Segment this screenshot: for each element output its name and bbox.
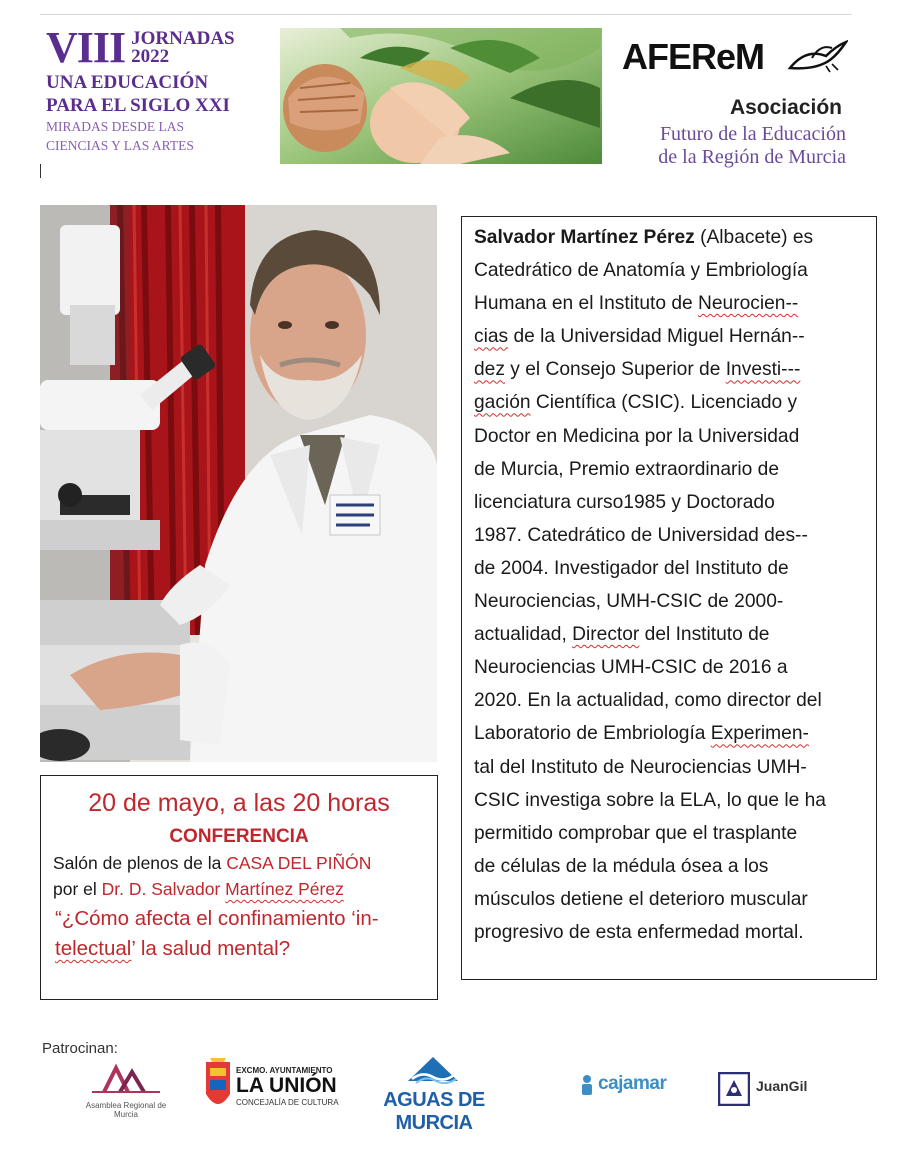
bio-line [474,519,870,552]
banner-illustration [280,28,602,164]
conference-panel [40,775,438,1000]
bio-text-span: Neurociencias, UMH-CSIC de 2000- [474,591,784,613]
jornadas-word: JORNADAS [131,28,235,49]
bio-text-span: Doctor en Medicina por la Universidad [474,425,800,447]
cajamar-icon [578,1074,596,1096]
bio-line [474,552,870,585]
biography-panel [461,216,877,980]
bio-line [474,751,870,784]
conference-date: 20 de mayo, a las 20 horas [88,789,390,817]
bio-text-span: permitido comprobar que el trasplante [474,822,798,844]
asamblea-text: Asamblea Regional de Murcia [85,1101,167,1119]
la-union-top: EXCMO. AYUNTAMIENTO [236,1066,333,1075]
bio-line [474,287,870,320]
speaker-name: Salvador Martínez Pérez [474,227,695,248]
juangil-text: JuanGil [756,1078,808,1094]
bio-line [474,883,870,916]
cajamar-text: cajamar [598,1073,667,1094]
bio-line [474,320,870,353]
bio-text-span: Catedrático de Anatomía y Embriología [474,260,808,282]
bio-line [474,916,870,949]
bio-line [474,353,870,386]
conference-question [41,904,437,964]
sponsors-label: Patrocinan: [42,1040,118,1057]
speaker-title: Dr. D. Salvador [101,879,226,899]
biography-text [474,221,870,949]
association-name-line2: de la Región de Murcia [658,146,846,168]
aguas-de-murcia-logo [350,1055,518,1134]
bio-text-span: Neurociencias UMH-CSIC de 2016 a [474,657,788,679]
bio-text-span: y el Consejo Superior de [504,359,726,381]
afere-logo-text: AFEReM [622,36,765,77]
bio-line [474,254,870,287]
bio-text-span: actualidad, [474,624,573,646]
afere-logo [622,34,852,80]
bio-text-span: 2020. En la actualidad, como director del [474,690,822,712]
bio-text-span: progresivo de esta enfermedad mortal. [474,921,804,943]
bio-flagged-word: Investi--- [725,359,801,381]
association-label: Asociación [729,96,842,119]
bio-text-span: Laboratorio de Embriología [474,723,711,745]
jornadas-label [131,26,234,66]
la-union-name: LA UNIÓN [236,1074,337,1097]
bio-text-span: del Instituto de [639,624,770,646]
venue-prefix: Salón de plenos de la [53,853,227,873]
bio-text-span: (Albacete) es [700,227,814,248]
bio-line [474,221,870,254]
bio-text-span: Humana en el Instituto de [474,293,698,315]
bio-line [474,684,870,717]
question-part: “¿Cómo afecta el confinamiento ‘in- [55,907,379,930]
aguas-text: AGUAS DE MURCIA [383,1089,485,1134]
bio-flagged-word: Experimen- [710,723,809,745]
bio-line [474,386,870,419]
bio-flagged-word: Director [572,624,640,646]
edition-number: VIII [46,23,126,72]
la-union-sub: CONCEJALÍA DE CULTURA [236,1098,339,1107]
bio-flagged-word: gación [474,392,531,414]
bio-flagged-word: Neurocien-- [698,293,799,315]
bio-text-span: Científica (CSIC). Licenciado y [530,392,798,414]
bio-line [474,717,870,750]
bio-line [474,817,870,850]
question-flagged-word: telectual [55,937,132,960]
bio-line [474,486,870,519]
asamblea-regional-logo [74,1062,178,1119]
speaker-by-prefix: por el [53,879,102,899]
bio-line [474,585,870,618]
bio-flagged-word: cias [474,326,509,348]
bio-text-span: tal del Instituto de Neurociencias UMH- [474,756,807,778]
bio-text-span: músculos detiene el deterioro muscular [474,888,808,910]
water-wave-icon [408,1055,458,1085]
association-name [600,123,846,169]
subtitle-line1: UNA EDUCACIÓN [46,72,209,93]
juangil-icon [718,1072,750,1106]
shield-icon [204,1058,232,1114]
conference-venue [41,850,437,876]
bio-line [474,784,870,817]
bio-line [474,420,870,453]
tagline-line1: MIRADAS DESDE LAS [46,119,185,134]
bio-text-span: 1987. Catedrático de Universidad des-- [474,524,808,546]
bio-text-span: de 2004. Investigador del Instituto de [474,557,789,579]
bio-text-span: de células de la médula ósea a los [474,855,769,877]
conference-title: CONFERENCIA [169,826,309,847]
bio-text-span: CSIC investiga sobre la ELA, lo que le ha [474,789,826,811]
event-title-block [46,23,278,154]
speaker-surname: Martínez Pérez [225,879,344,899]
venue-name: CASA DEL PIÑÓN [226,853,372,873]
text-cursor-mark [40,164,41,178]
bio-line [474,453,870,486]
bio-text-span: de la Universidad Miguel Hernán-- [508,326,805,348]
bio-text-span: de Murcia, Premio extraordinario de [474,458,780,480]
bird-icon [786,38,848,74]
speaker-photo [40,205,437,762]
conference-speaker [41,876,437,902]
tagline-line2: CIENCIAS Y LAS ARTES [46,138,194,153]
cajamar-logo [578,1070,670,1100]
bio-line [474,850,870,883]
bio-line [474,651,870,684]
la-union-logo [204,1058,344,1116]
asamblea-mark-icon [74,1062,178,1096]
bio-flagged-word: dez [474,359,505,381]
subtitle-line2: PARA EL SIGLO XXI [46,95,230,116]
bio-text-span: licenciatura curso1985 y Doctorado [474,491,775,513]
association-name-line1: Futuro de la Educación [659,123,846,145]
question-part: ’ la salud mental? [131,937,291,960]
bio-line [474,618,870,651]
event-year: 2022 [131,46,170,67]
juangil-logo [718,1072,818,1108]
top-rule [40,14,852,15]
